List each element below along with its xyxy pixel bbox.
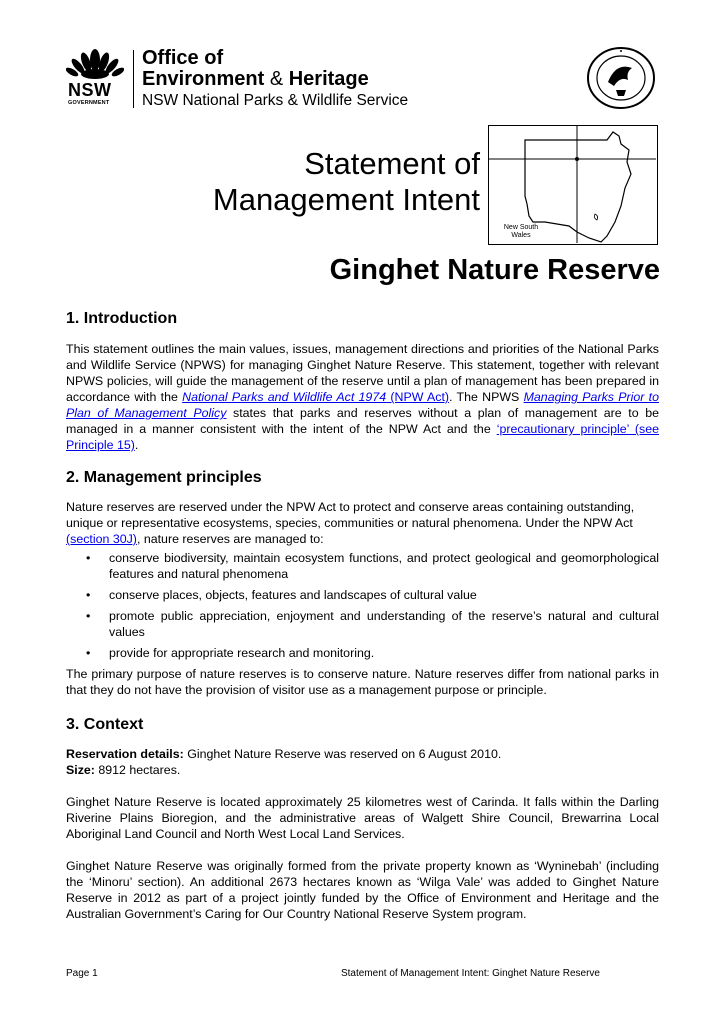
reserve-title: Ginghet Nature Reserve (329, 254, 660, 286)
main-content (66, 306, 659, 922)
oeh-heritage: Heritage (288, 68, 369, 90)
nsw-government-text: GOVERNMENT (68, 100, 110, 106)
list-item: • provide for appropriate research and monitoring. (66, 645, 659, 661)
page-number: Page 1 (66, 968, 98, 979)
map-label-line2: Wales (511, 232, 531, 239)
header-divider (133, 50, 134, 108)
oeh-ampersand: & (269, 68, 284, 90)
intro-text-a: This statement outlines the main values, issues, management directions and priorities of the National Parks and Wildlife Service (NPWS) for managing Ginghet Nature Reserve. This statement, together with relevant NPWS policies, will guide the management of the reserve until a plan of management has been prepared in accordance with the (66, 342, 659, 404)
introduction-paragraph (66, 341, 659, 453)
section-heading-introduction: 1. Introduction (66, 310, 178, 327)
reservation-details (66, 746, 659, 778)
oeh-title (142, 48, 369, 90)
npws-seal-icon (586, 46, 656, 110)
oeh-line1: Office of (142, 47, 224, 69)
npws-subtitle: NSW National Parks & Wildlife Service (142, 92, 409, 109)
intro-text-b: . The NPWS (449, 390, 524, 404)
page-header (66, 44, 666, 114)
intro-text-d: . (134, 438, 139, 452)
size-text: 8912 hectares. (94, 763, 181, 777)
principles-text-b: , nature reserves are managed to: (136, 532, 324, 546)
location-paragraph: Ginghet Nature Reserve is located approximately 25 kilometres west of Carinda. It falls within the Darling Riverine Plains Bioregion, and the administrative areas of Walgett Shire Council, Brewarrina Local Aboriginal Land Council and North West Local Land Services. (66, 795, 659, 841)
size-label: Size: (66, 763, 95, 777)
reservation-label: Reservation details: (66, 747, 184, 761)
npw-act-abbrev-link[interactable]: (NPW Act) (386, 390, 450, 404)
list-item: • promote public appreciation, enjoyment and understanding of the reserve’s natural and cultural values (66, 608, 659, 640)
history-paragraph: Ginghet Nature Reserve was originally formed from the private property known as ‘Wyninebah’ (including the ‘Minoru’ section). An additional 2673 hectares known as ‘Wilga Vale’ was added to Ginghet Nature Reserve in 2012 as part of a project jointly funded by the Office of Environment and Heritage and the Australian Government’s Caring for Our Country National Reserve System program. (66, 859, 659, 921)
oeh-environment: Environment (142, 68, 265, 90)
npw-act-link[interactable]: National Parks and Wildlife Act 1974 (182, 390, 387, 404)
section-heading-management-principles: 2. Management principles (66, 469, 262, 486)
map-label-line1: New South (503, 224, 539, 231)
principles-paragraph (66, 499, 659, 547)
document-title (213, 146, 480, 218)
primary-purpose-paragraph: The primary purpose of nature reserves is to conserve nature. Nature reserves differ from national parks in that they do not have the provision of visitor use as a management purpose or principle. (66, 667, 659, 697)
location-map (488, 125, 658, 245)
title-line1: Statement of (304, 146, 480, 181)
intro-text-c: states that parks and reserves without a plan of management are to be managed in a manner consistent with the intent of the NPW Act and the (66, 406, 659, 436)
list-item: • conserve biodiversity, maintain ecosystem functions, and protect geological and geomorphological features and natural phenomena (66, 550, 659, 582)
oeh-line2 (142, 69, 369, 90)
list-item: • conserve places, objects, features and landscapes of cultural value (66, 587, 659, 603)
section-heading-context: 3. Context (66, 716, 144, 733)
section-30j-link[interactable]: (section 30J) (66, 532, 137, 546)
managing-parks-policy-link[interactable]: Managing Parks Prior to Plan of Management Policy (66, 390, 659, 420)
reservation-text: Ginghet Nature Reserve was reserved on 6 August 2010. (183, 747, 502, 761)
principles-text-a: Nature reserves are reserved under the NPW Act to protect and conserve areas containing outstanding, unique or representative ecosystems, species, communities or natural phenomena. Under the NPW Act (66, 500, 635, 530)
nsw-wordmark: NSW (68, 80, 112, 100)
title-line2: Management Intent (212, 182, 480, 217)
precautionary-principle-link[interactable]: ‘precautionary principle’ (see Principle 15) (66, 422, 659, 452)
map-label (501, 224, 541, 240)
principles-list (66, 550, 659, 661)
footer-document-title: Statement of Management Intent: Ginghet Nature Reserve (340, 968, 600, 979)
